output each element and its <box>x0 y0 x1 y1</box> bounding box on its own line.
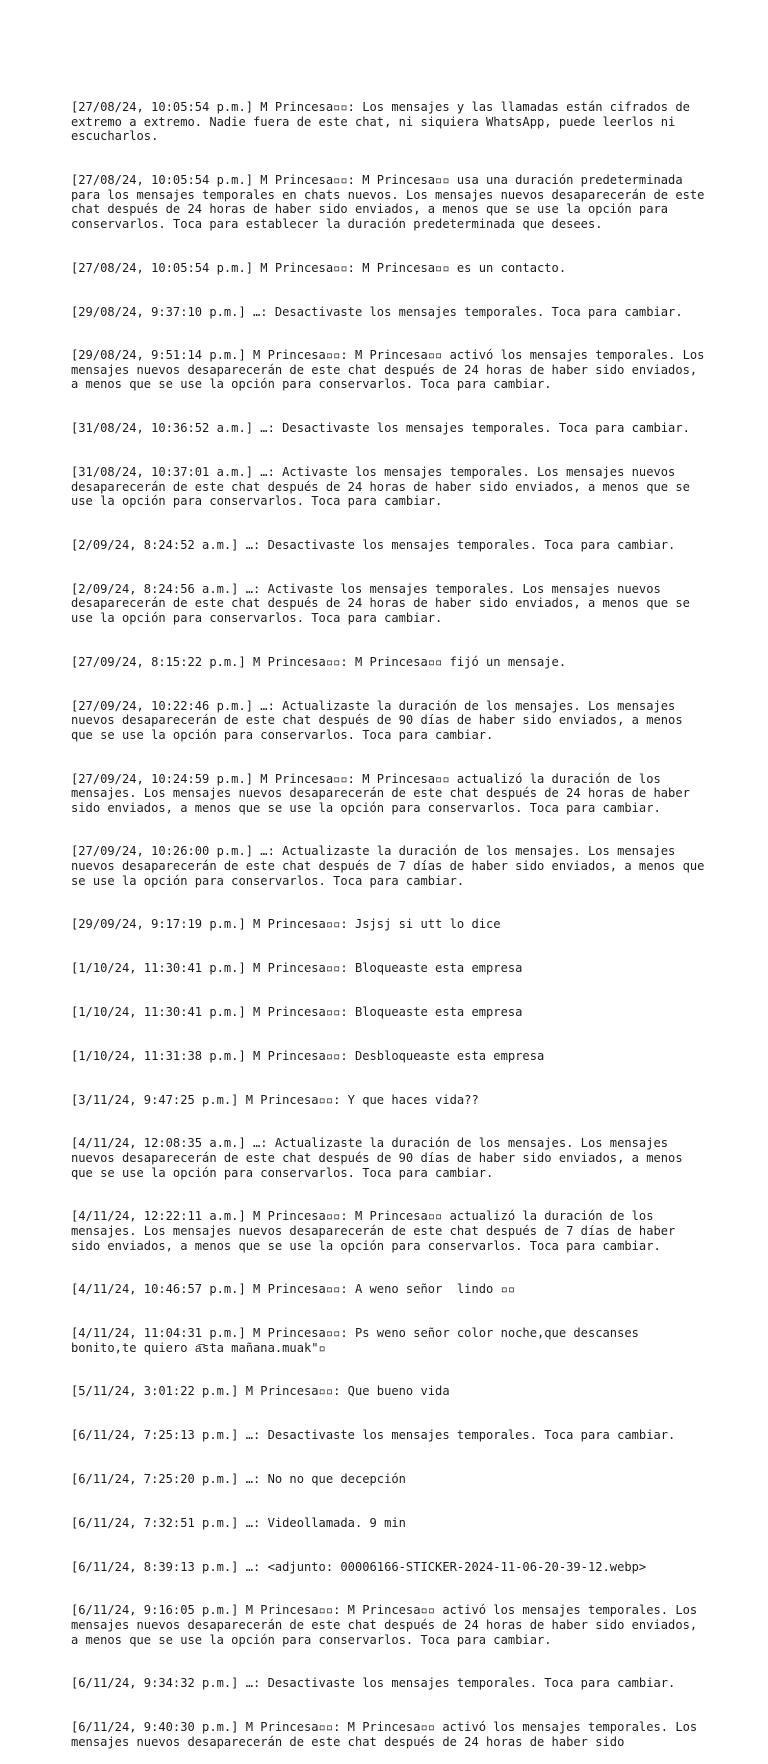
chat-line: [6/11/24, 9:34:32 p.m.] …: Desactivaste los mensajes temporales. Toca para cambiar. <box>71 1676 676 1691</box>
chat-line: [4/11/24, 10:46:57 p.m.] M Princesa▫▫: A weno señor lindo ▫▫ <box>71 1282 516 1297</box>
chat-line: [6/11/24, 8:39:13 p.m.] …: <adjunto: 00006166-STICKER-2024-11-06-20-39-12.webp> <box>71 1559 647 1574</box>
chat-export-text <box>71 71 711 1764</box>
chat-line: [29/09/24, 9:17:19 p.m.] M Princesa▫▫: Jsjsj si utt lo dice <box>71 917 501 932</box>
chat-line: [2/09/24, 8:24:56 a.m.] …: Activaste los mensajes temporales. Los mensajes nuevos desaparecerán de este chat después de 24 horas de haber sido enviados, a menos que se use la opción para conservarlos. Toca para cambiar. <box>71 581 698 625</box>
chat-line: [27/09/24, 10:26:00 p.m.] …: Actualizaste la duración de los mensajes. Los mensajes nuevos desaparecerán de este chat después de 7 días de haber sido enviados, a menos que se use la opción para conservarlos. Toca para cambiar. <box>71 844 712 888</box>
chat-line: [4/11/24, 11:04:31 p.m.] M Princesa▫▫: Ps weno señor color noche,que descanses bonito,te quiero a͞sta mañana.muak"▫ <box>71 1326 647 1355</box>
chat-line: [27/08/24, 10:05:54 p.m.] M Princesa▫▫: M Princesa▫▫ es un contacto. <box>71 260 567 275</box>
chat-line: [6/11/24, 7:25:20 p.m.] …: No no que decepción <box>71 1472 406 1486</box>
chat-line: [2/09/24, 8:24:52 a.m.] …: Desactivaste los mensajes temporales. Toca para cambiar. <box>71 538 676 552</box>
chat-line: [6/11/24, 9:40:30 p.m.] M Princesa▫▫: M Princesa▫▫ activó los mensajes temporales. Los mensajes nuevos desaparecerán de este chat después de 24 horas de haber sido <box>71 1720 705 1749</box>
chat-line: [1/10/24, 11:30:41 p.m.] M Princesa▫▫: Bloqueaste esta empresa <box>71 961 523 976</box>
chat-line: [5/11/24, 3:01:22 p.m.] M Princesa▫▫: Que bueno vida <box>71 1384 450 1399</box>
chat-line: [27/08/24, 10:05:54 p.m.] M Princesa▫▫: M Princesa▫▫ usa una duración predeterminada para los mensajes temporales en chats nuevos. Los mensajes nuevos desaparecerán de este chat después de 24 horas de haber sido enviados, a menos que se use la opción para conservarlos. Toca para establecer la duración predeterminada que desees. <box>71 173 712 231</box>
chat-line: [4/11/24, 12:08:35 a.m.] …: Actualizaste la duración de los mensajes. Los mensajes nuevos desaparecerán de este chat después de 90 días de haber sido enviados, a menos que se use la opción para conservarlos. Toca para cambiar. <box>71 1136 690 1180</box>
chat-line: [3/11/24, 9:47:25 p.m.] M Princesa▫▫: Y que haces vida?? <box>71 1092 479 1107</box>
chat-line: [6/11/24, 7:32:51 p.m.] …: Videollamada. 9 min <box>71 1515 406 1530</box>
chat-line: [29/08/24, 9:51:14 p.m.] M Princesa▫▫: M Princesa▫▫ activó los mensajes temporales. Los mensajes nuevos desaparecerán de este chat después de 24 horas de haber sido enviados, a menos que se use la opción para conservarlos. Toca para cambiar. <box>71 348 712 392</box>
chat-line: [4/11/24, 12:22:11 a.m.] M Princesa▫▫: M Princesa▫▫ actualizó la duración de los mensajes. Los mensajes nuevos desaparecerán de este chat después de 7 días de haber sido enviados, a menos que se use la opción para conservarlos. Toca para cambiar. <box>71 1209 683 1253</box>
chat-line: [1/10/24, 11:31:38 p.m.] M Princesa▫▫: Desbloqueaste esta empresa <box>71 1048 545 1063</box>
chat-line: [27/09/24, 10:22:46 p.m.] …: Actualizaste la duración de los mensajes. Los mensajes nuevos desaparecerán de este chat después de 90 días de haber sido enviados, a menos que se use la opción para conservarlos. Toca para cambiar. <box>71 698 690 742</box>
chat-line: [1/10/24, 11:30:41 p.m.] M Princesa▫▫: Bloqueaste esta empresa <box>71 1005 523 1019</box>
chat-line: [27/09/24, 10:24:59 p.m.] M Princesa▫▫: M Princesa▫▫ actualizó la duración de los mensajes. Los mensajes nuevos desaparecerán de este chat después de 24 horas de haber sido enviados, a menos que se use la opción para conservarlos. Toca para cambiar. <box>71 771 698 815</box>
chat-line: [31/08/24, 10:37:01 a.m.] …: Activaste los mensajes temporales. Los mensajes nuevos desaparecerán de este chat después de 24 horas de haber sido enviados, a menos que se use la opción para conservarlos. Toca para cambiar. <box>71 465 698 509</box>
chat-line: [6/11/24, 9:16:05 p.m.] M Princesa▫▫: M Princesa▫▫ activó los mensajes temporales. Los mensajes nuevos desaparecerán de este chat después de 24 horas de haber sido enviados, a menos que se use la opción para conservarlos. Toca para cambiar. <box>71 1603 705 1647</box>
chat-line: [27/08/24, 10:05:54 p.m.] M Princesa▫▫: Los mensajes y las llamadas están cifrados de extremo a extremo. Nadie fuera de este chat, ni siquiera WhatsApp, puede leerlos ni escucharlos. <box>71 100 698 144</box>
chat-line: [6/11/24, 7:25:13 p.m.] …: Desactivaste los mensajes temporales. Toca para cambiar. <box>71 1428 676 1443</box>
chat-line: [31/08/24, 10:36:52 a.m.] …: Desactivaste los mensajes temporales. Toca para cambiar. <box>71 421 690 436</box>
chat-line: [29/08/24, 9:37:10 p.m.] …: Desactivaste los mensajes temporales. Toca para cambiar. <box>71 304 683 319</box>
chat-line: [27/09/24, 8:15:22 p.m.] M Princesa▫▫: M Princesa▫▫ fijó un mensaje. <box>71 654 567 669</box>
